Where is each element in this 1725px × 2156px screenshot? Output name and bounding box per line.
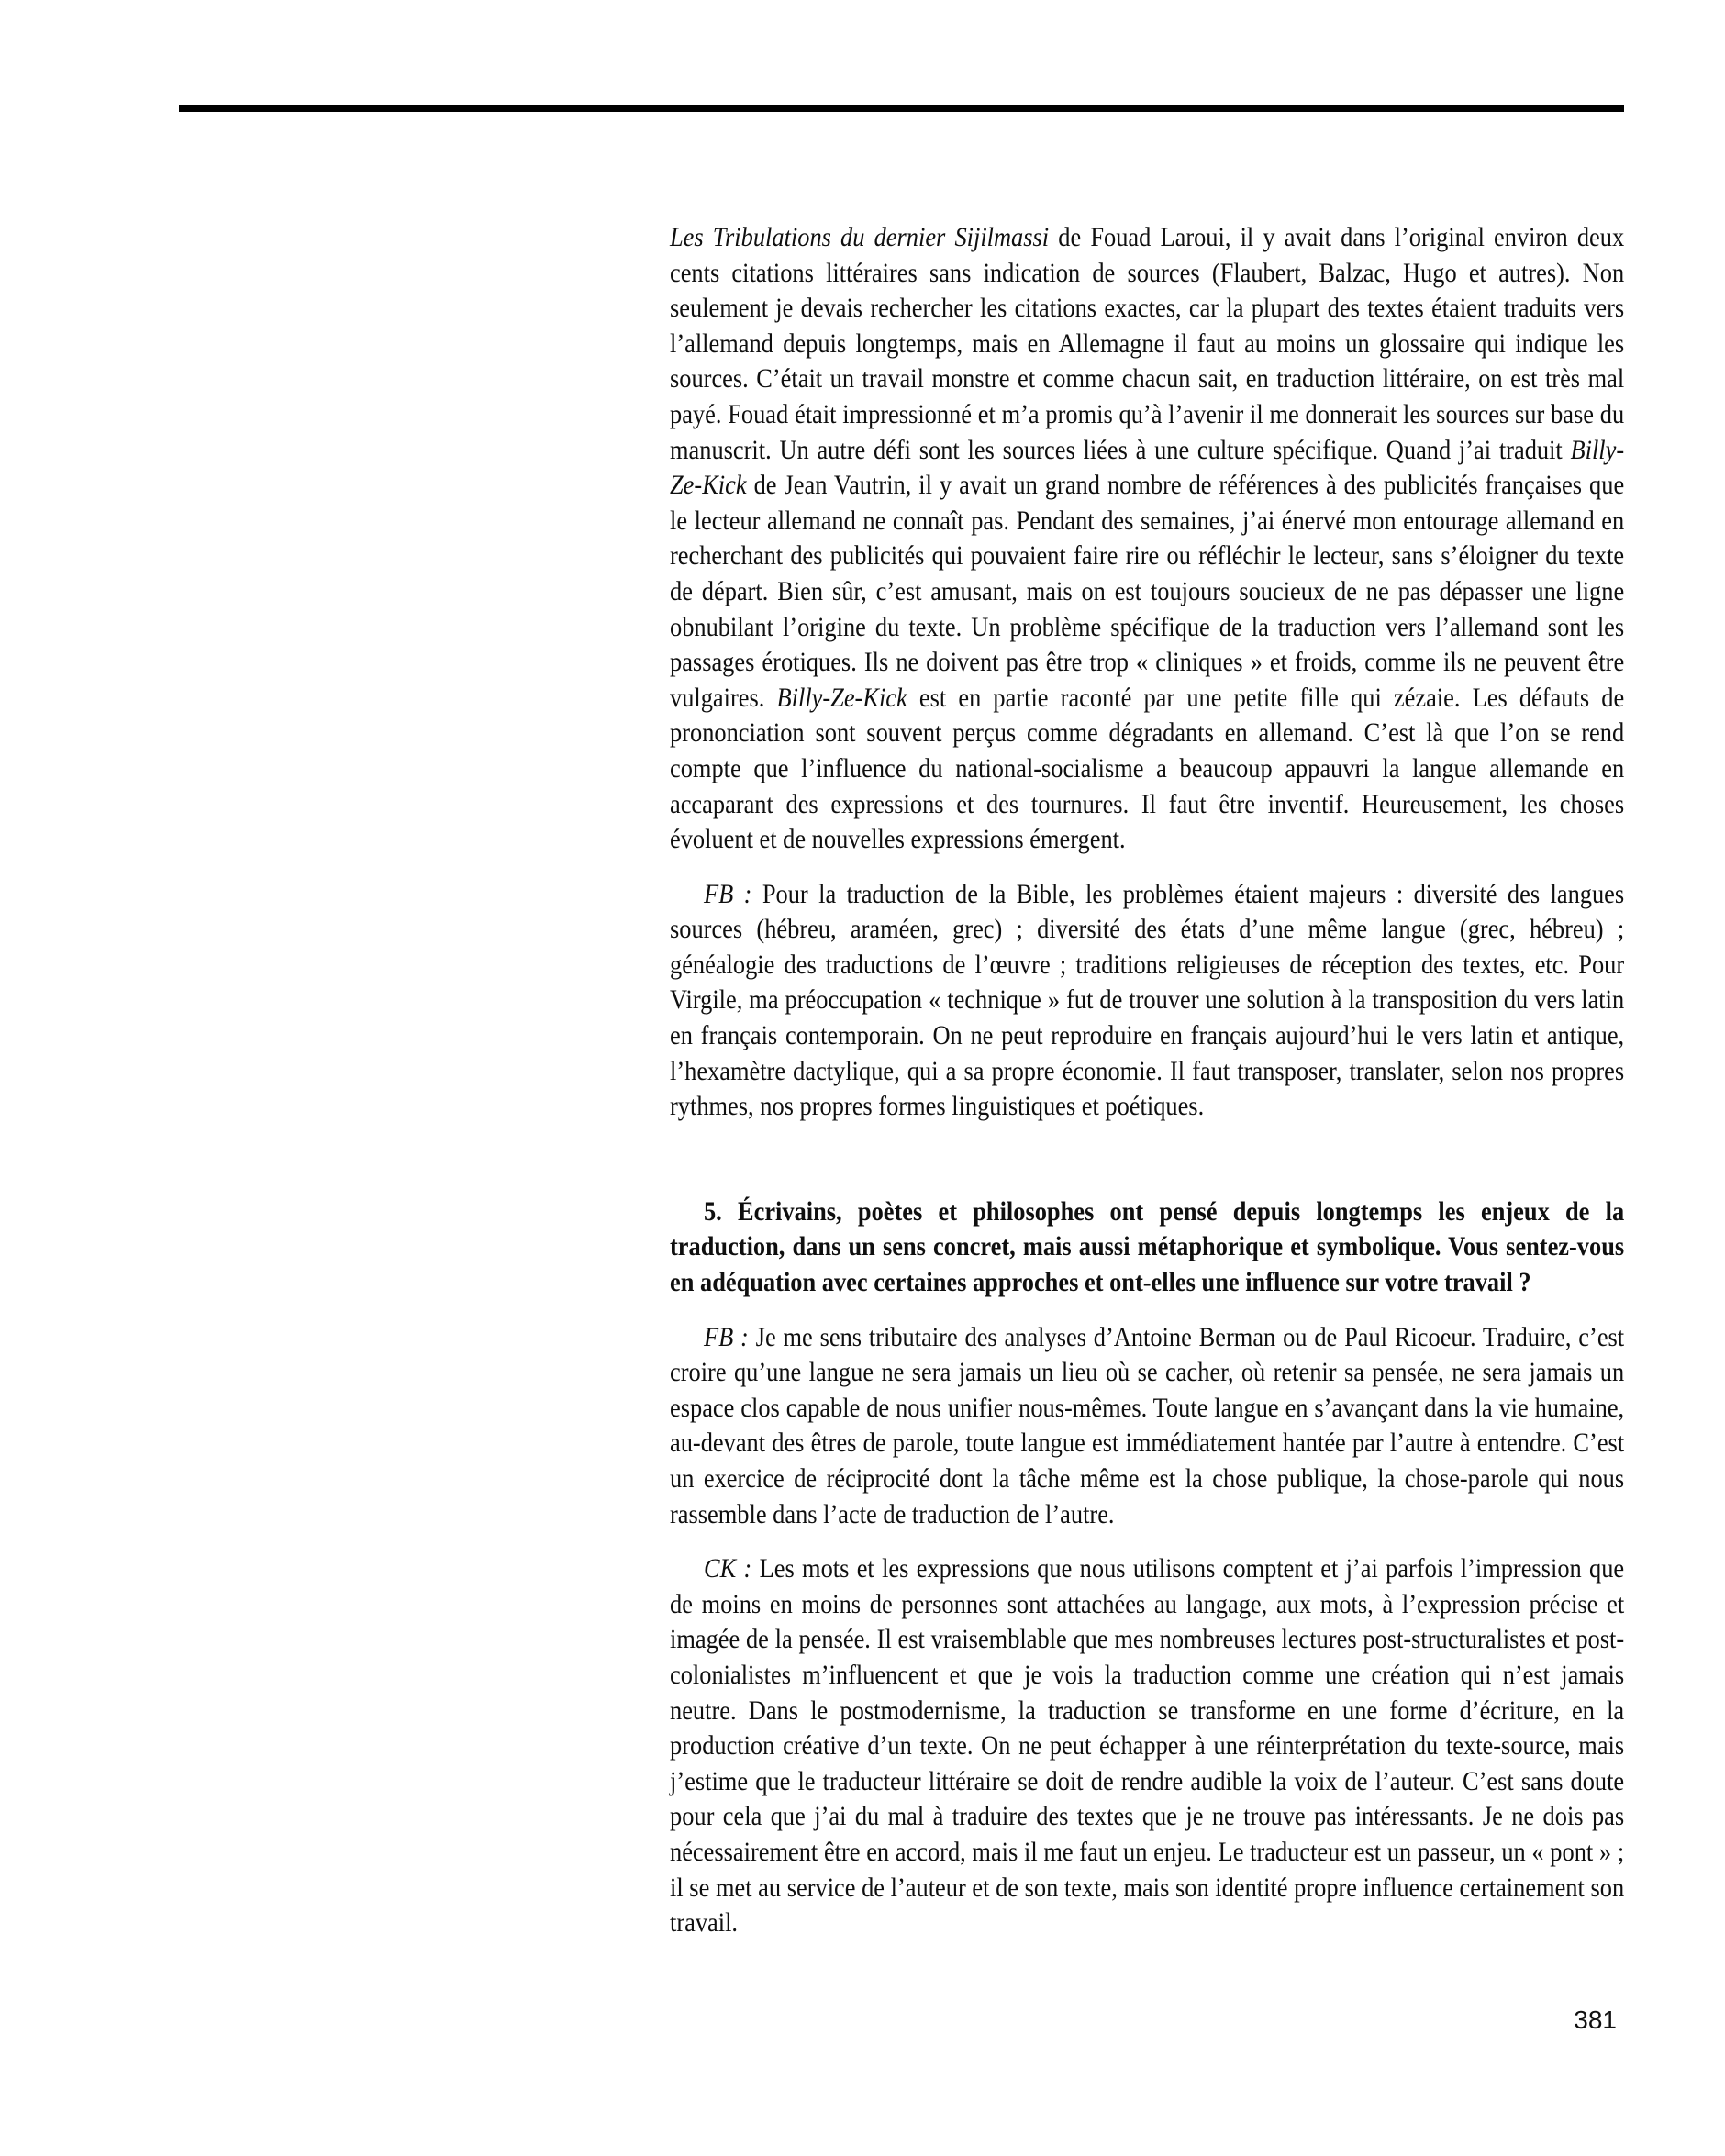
text-run-normal: de Fouad Laroui, il y avait dans l’original environ deux cents citations littéraires sans indication de sources (Flaubert, Balzac, Hugo et autres). Non seulement je devais rechercher les citations exactes, car la plupart des textes étaient traduits vers l’allemand depuis longtemps, mais en Allemagne il faut au moins un glossaire qui indique les sources. C’était un travail monstre et comme chacun sait, en traduction littéraire, on est très mal payé. Fouad était impressionné et m’a promis qu’à l’avenir il me donnerait les sources sur base du manuscrit. Un autre défi sont les sources liées à une culture spécifique. Quand j’ai traduit: [670, 222, 1625, 465]
text-run-bold: 5. Écrivains, poètes et philosophes ont pensé depuis longtemps les enjeux de la traduction, dans un sens concret, mais aussi métaphorique et symbolique. Vous sentez-vous en adéquation avec certaines approches et ont-elles une influence sur votre travail ?: [670, 1195, 1625, 1298]
text-run-italic: Billy-Ze-Kick: [670, 434, 1625, 501]
article-body: [670, 220, 1624, 1941]
paragraph: [670, 1320, 1624, 1533]
top-rule: [179, 105, 1624, 112]
text-run-italic: Les Tribulations du dernier Sijilmassi: [670, 222, 1050, 252]
text-run-italic: FB :: [703, 1321, 749, 1352]
text-run-normal: est en partie raconté par une petite fille qui zézaie. Les défauts de prononciation sont souvent perçus comme dégradants en allemand. C’est là que l’on se rend compte que l’influence du national-socialisme a beaucoup appauvri la langue allemande en accaparant des expressions et des tournures. Il faut être inventif. Heureusement, les choses évoluent et de nouvelles expressions émergent.: [670, 682, 1625, 855]
paragraph: [670, 1551, 1624, 1941]
paragraph: [670, 220, 1624, 858]
text-run-normal: Les mots et les expressions que nous utilisons comptent et j’ai parfois l’impression que de moins en moins de personnes sont attachées au langage, aux mots, à l’expression précise et imagée de la pensée. Il est vraisemblable que mes nombreuses lectures post-structuralistes et post-colonialistes m’influencent et que je vois la traduction comme une création qui n’est jamais neutre. Dans le postmodernisme, la traduction se transforme en une forme d’écriture, en la production créative d’un texte. On ne peut échapper à une réinterprétation du texte-source, mais j’estime que le traducteur littéraire se doit de rendre audible la voix de l’auteur. C’est sans doute pour cela que j’ai du mal à traduire des textes que je ne trouve pas intéressants. Je ne dois pas nécessairement être en accord, mais il me faut un enjeu. Le traducteur est un passeur, un « pont » ; il se met au service de l’auteur et de son texte, mais son identité propre influence certainement son travail.: [670, 1553, 1625, 1939]
text-run-normal: de Jean Vautrin, il y avait un grand nombre de références à des publicités françaises que le lecteur allemand ne connaît pas. Pendant des semaines, j’ai énervé mon entourage allemand en recherchant des publicités qui pouvaient faire rire ou réfléchir le lecteur, sans s’éloigner du texte de départ. Bien sûr, c’est amusant, mais on est toujours soucieux de ne pas dépasser une ligne obnubilant l’origine du texte. Un problème spécifique de la traduction vers l’allemand sont les passages érotiques. Ils ne doivent pas être trop « cliniques » et froids, comme ils ne peuvent être vulgaires.: [670, 470, 1625, 713]
paragraph: [670, 877, 1624, 1125]
text-run-normal: Pour la traduction de la Bible, les problèmes étaient majeurs : diversité des langues sources (hébreu, araméen, grec) ; diversité des états d’une même langue (grec, hébreu) ; généalogie des traductions de l’œuvre ; traditions religieuses de réception des textes, etc. Pour Virgile, ma préoccupation « technique » fut de trouver une solution à la transposition du vers latin en français contemporain. On ne peut reproduire en français aujourd’hui le vers latin et antique, l’hexamètre dactylique, qui a sa propre économie. Il faut transposer, translater, selon nos propres rythmes, nos propres formes linguistiques et poétiques.: [670, 878, 1625, 1122]
text-run-italic: Billy-Ze-Kick: [776, 682, 907, 713]
text-run-italic: CK :: [703, 1553, 752, 1584]
text-run-normal: Je me sens tributaire des analyses d’Antoine Berman ou de Paul Ricoeur. Traduire, c’est croire qu’une langue ne sera jamais un lieu où se cacher, où retenir sa pensée, ne sera jamais un espace clos capable de nous unifier nous-mêmes. Toute langue en s’avançant dans la vie humaine, au-devant des êtres de parole, toute langue est immédiatement hantée par l’autre à entendre. C’est un exercice de réciprocité dont la tâche même est la chose publique, la chose-parole qui nous rassemble dans l’acte de traduction de l’autre.: [670, 1321, 1625, 1529]
interview-question: [670, 1195, 1624, 1301]
page-number: 381: [1574, 2006, 1617, 2034]
text-run-italic: FB :: [703, 878, 752, 909]
